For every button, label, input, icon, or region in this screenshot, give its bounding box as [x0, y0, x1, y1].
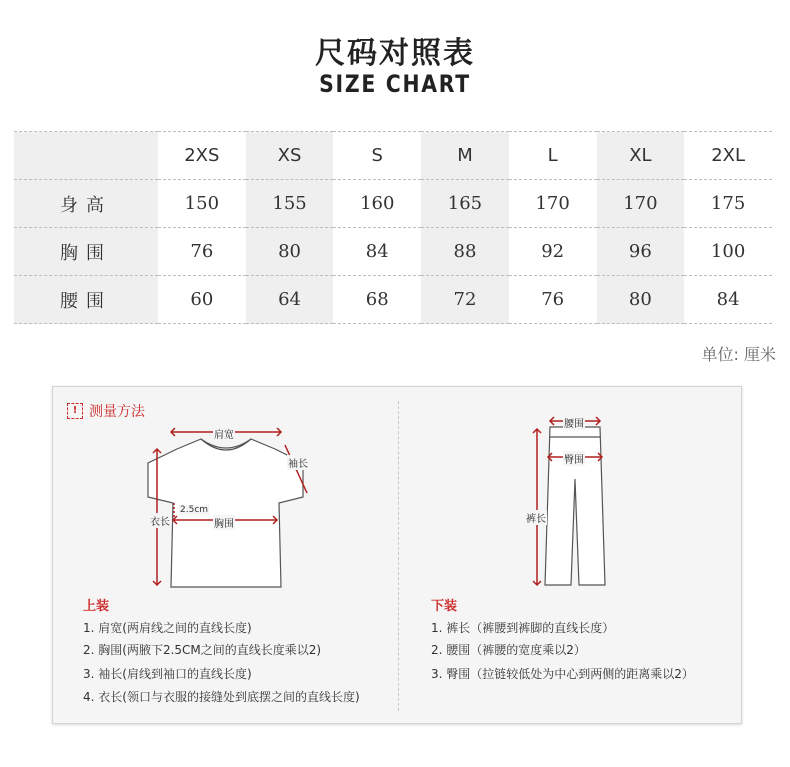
- size-header: 2XL: [684, 132, 772, 180]
- top-item: 1. 肩宽(两肩线之间的直线长度): [83, 621, 252, 635]
- unit-note: 单位: 厘米: [701, 345, 776, 364]
- table-row: [14, 228, 772, 276]
- length-label: 衣长: [149, 513, 171, 528]
- table-row: [14, 276, 772, 324]
- row-label: 腰围: [14, 276, 158, 324]
- size-header: 2XS: [158, 132, 246, 180]
- table-header-row: [14, 132, 772, 180]
- table-cell: 92: [509, 228, 597, 276]
- panel-divider: [398, 401, 399, 711]
- table-cell: 76: [509, 276, 597, 324]
- table-row: [14, 180, 772, 228]
- measure-title: 测量方法: [89, 404, 145, 420]
- table-cell: 68: [333, 276, 421, 324]
- table-cell: 96: [597, 228, 685, 276]
- bottom-item: 1. 裤长（裤腰到裤脚的直线长度）: [431, 621, 615, 635]
- table-cell: 175: [684, 180, 772, 228]
- measurement-guide-panel: [52, 386, 742, 724]
- table-cell: 160: [333, 180, 421, 228]
- sleeve-label: 袖长: [287, 455, 309, 470]
- hip-label: 臀围: [563, 451, 585, 466]
- bottom-item: 2. 腰围（裤腰的宽度乘以2）: [431, 643, 586, 657]
- table-cell: 64: [246, 276, 334, 324]
- alert-icon: !: [67, 403, 83, 419]
- size-header: XL: [597, 132, 685, 180]
- table-cell: 84: [684, 276, 772, 324]
- top-item: 2. 胸围(两腋下2.5CM之间的直线长度乘以2): [83, 643, 322, 657]
- table-cell: 76: [158, 228, 246, 276]
- table-cell: 150: [158, 180, 246, 228]
- table-cell: 170: [597, 180, 685, 228]
- bottom-section-title: 下装: [431, 599, 458, 614]
- page-subtitle: SIZE CHART: [319, 70, 471, 98]
- row-label: 身高: [14, 180, 158, 228]
- table-cell: 100: [684, 228, 772, 276]
- top-item: 3. 袖长(肩线到袖口的直线长度): [83, 667, 252, 681]
- table-cell: 84: [333, 228, 421, 276]
- size-header: XS: [246, 132, 334, 180]
- table-cell: 155: [246, 180, 334, 228]
- trouser-length-label: 裤长: [525, 510, 547, 525]
- waist-label: 腰围: [563, 415, 585, 430]
- table-cell: 72: [421, 276, 509, 324]
- size-header: M: [421, 132, 509, 180]
- tshirt-figure: [148, 439, 303, 587]
- size-header: S: [333, 132, 421, 180]
- page-title: 尺码对照表: [315, 36, 475, 71]
- table-cell: 170: [509, 180, 597, 228]
- row-label: 胸围: [14, 228, 158, 276]
- offset-label: 2.5cm: [180, 505, 209, 515]
- chest-label: 胸围: [213, 515, 235, 530]
- table-cell: 165: [421, 180, 509, 228]
- top-section-title: 上装: [83, 599, 110, 614]
- table-cell: 60: [158, 276, 246, 324]
- table-corner-cell: [14, 132, 158, 180]
- top-item: 4. 衣长(领口与衣服的接缝处到底摆之间的直线长度): [83, 690, 360, 704]
- table-cell: 80: [597, 276, 685, 324]
- table-cell: 80: [246, 228, 334, 276]
- size-header: L: [509, 132, 597, 180]
- table-cell: 88: [421, 228, 509, 276]
- shoulder-label: 肩宽: [213, 426, 235, 441]
- size-table: [14, 131, 772, 324]
- bottom-item: 3. 臀围（拉链较低处为中心到两侧的距离乘以2）: [431, 667, 694, 681]
